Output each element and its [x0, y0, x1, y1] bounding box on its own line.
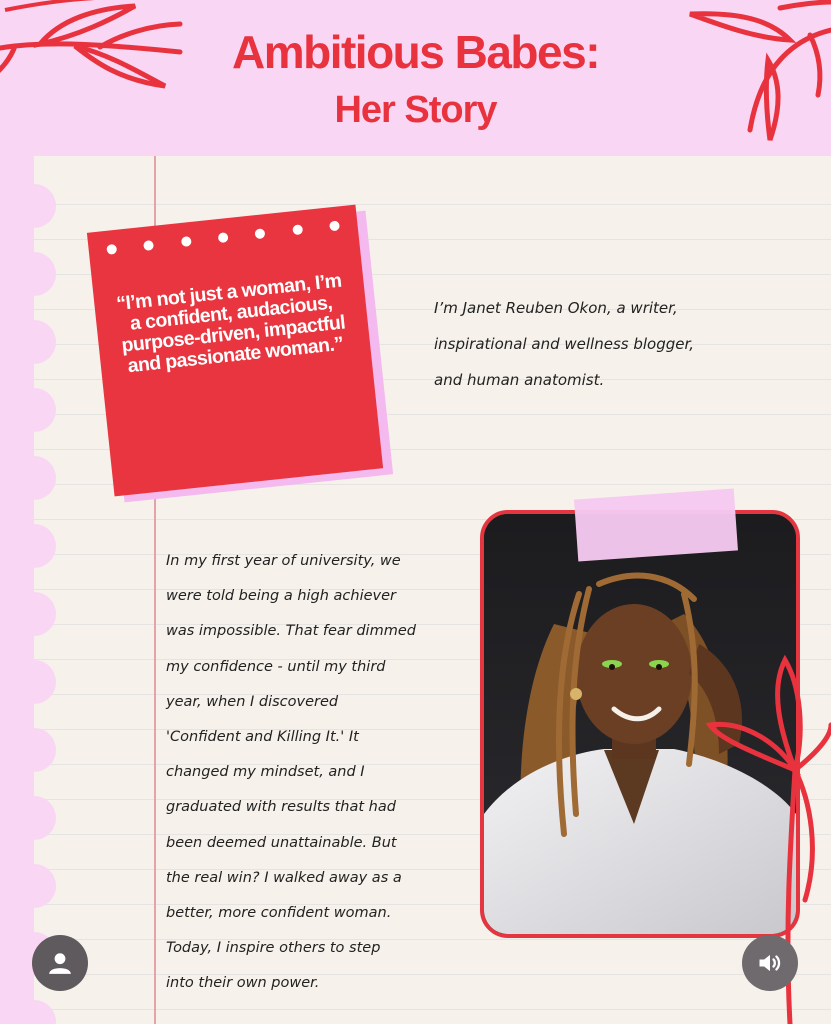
- story-line: graduated with results that had: [166, 799, 396, 816]
- quote-note: [87, 205, 383, 497]
- page-header: [0, 20, 831, 136]
- story-line: better, more confident woman.: [166, 905, 392, 922]
- note-hole: [255, 228, 266, 239]
- speaker-icon: [756, 949, 784, 977]
- intro-line: inspirational and wellness blogger,: [434, 335, 695, 353]
- note-hole: [329, 220, 340, 231]
- notebook-scalloped-edge: [34, 156, 86, 1024]
- page-title: Ambitious Babes:: [231, 26, 600, 78]
- note-hole: [181, 236, 192, 247]
- photo-tape: [574, 488, 738, 561]
- intro-text: [434, 290, 794, 398]
- intro-line: and human anatomist.: [434, 371, 605, 389]
- note-hole: [143, 240, 154, 251]
- story-line: was impossible. That fear dimmed: [166, 623, 416, 640]
- story-line: changed my mindset, and I: [166, 764, 365, 781]
- story-line: year, when I discovered: [166, 693, 339, 710]
- note-hole: [218, 232, 229, 243]
- profile-button[interactable]: [32, 935, 88, 991]
- sound-toggle-button[interactable]: [742, 935, 798, 991]
- note-hole: [106, 244, 117, 255]
- story-line: 'Confident and Killing It.' It: [166, 729, 359, 746]
- story-line: the real win? I walked away as a: [166, 869, 402, 886]
- intro-line: I’m Janet Reuben Okon, a writer,: [434, 299, 678, 317]
- story-line: been deemed unattainable. But: [166, 834, 397, 851]
- page-subtitle: Her Story: [334, 89, 497, 131]
- story-text: [166, 544, 476, 1002]
- story-line: into their own power.: [166, 975, 320, 992]
- story-line: my confidence - until my third: [166, 658, 386, 675]
- story-line: Today, I inspire others to step: [166, 940, 381, 957]
- story-line: were told being a high achiever: [166, 588, 397, 605]
- person-icon: [47, 950, 73, 976]
- note-hole: [292, 224, 303, 235]
- story-line: In my first year of university, we: [166, 553, 401, 569]
- quote-text: “I’m not just a woman, I’m a confident, audacious, purpose-driven, impactful and passionate woman.”: [115, 269, 347, 378]
